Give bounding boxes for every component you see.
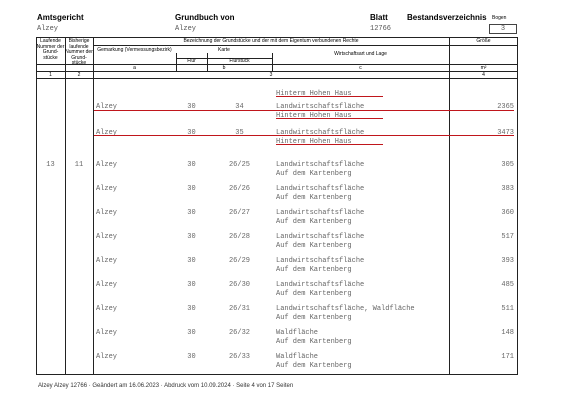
table-cell-gemarkung: Alzey <box>96 129 118 137</box>
table-cell-flur: 30 <box>187 233 196 241</box>
table-cell-flur: 30 <box>187 281 196 289</box>
table-cell-flur: 30 <box>187 129 196 137</box>
table-cell-flurstueck: 35 <box>235 129 244 137</box>
table-cell-lfd-nr: 13 <box>46 161 55 169</box>
table-cell-flur: 30 <box>187 305 196 313</box>
page-footer: Alzey Alzey 12766 · Geändert am 16.06.2023 · Abdruck vom 10.09.2024 · Seite 4 von 17 Seiten <box>38 383 294 389</box>
table-cell-flurstueck: 26/27 <box>228 209 250 217</box>
blatt-label: Blatt <box>370 13 388 22</box>
strike-line <box>276 118 383 119</box>
table-cell-wirtschaftsart: Landwirtschaftsfläche <box>276 161 365 169</box>
col-number-1: 1 <box>49 72 52 78</box>
col-header-flur: Flur <box>187 58 196 64</box>
table-cell-lage: Auf dem Kartenberg <box>276 362 352 370</box>
table-cell-bisherige: 11 <box>74 161 84 169</box>
table-cell-groesse: 393 <box>501 257 514 265</box>
table-cell-lage: Auf dem Kartenberg <box>276 338 352 346</box>
col-header-gemarkung: Gemarkung (Vermessungsbezirk) <box>97 47 172 53</box>
table-cell-wirtschaftsart: Landwirtschaftsfläche <box>276 185 365 193</box>
table-cell-lage: Hinterm Hohen Haus <box>276 112 352 120</box>
strike-line <box>94 135 514 136</box>
grundbuch-label: Grundbuch von <box>175 13 235 22</box>
bogen-label: Bogen <box>492 15 507 21</box>
table-cell-lage: Auf dem Kartenberg <box>276 170 352 178</box>
table-cell-flur: 30 <box>187 185 196 193</box>
table-cell-groesse: 517 <box>501 233 514 241</box>
col-header-groesse: Größe <box>476 38 491 44</box>
table-cell-gemarkung: Alzey <box>96 161 118 169</box>
table-cell-gemarkung: Alzey <box>96 353 118 361</box>
col-number-2: 2 <box>77 72 81 78</box>
table-cell-groesse: 148 <box>501 329 514 337</box>
table-cell-flurstueck: 26/26 <box>228 185 250 193</box>
table-cell-wirtschaftsart: Waldfläche <box>276 329 319 337</box>
table-cell-flurstueck: 26/30 <box>228 281 250 289</box>
blatt-value: 12766 <box>370 25 392 33</box>
table-cell-groesse: 511 <box>501 305 514 313</box>
table-cell-gemarkung: Alzey <box>96 281 118 289</box>
table-cell-gemarkung: Alzey <box>96 233 118 241</box>
table-cell-wirtschaftsart: Landwirtschaftsfläche <box>276 257 365 265</box>
table-cell-flurstueck: 26/33 <box>228 353 250 361</box>
table-cell-flur: 30 <box>187 353 196 361</box>
table-cell-wirtschaftsart: Landwirtschaftsfläche <box>276 103 365 111</box>
strike-line <box>94 110 514 111</box>
table-cell-lage: Auf dem Kartenberg <box>276 266 352 274</box>
strike-line <box>276 96 383 97</box>
row-divider <box>93 45 518 46</box>
table-cell-flurstueck: 26/29 <box>228 257 250 265</box>
col-header-flurstueck: Flurstück <box>229 58 250 64</box>
col-header-lfd-nr: Laufende Nummer der Grund- stücke <box>36 38 65 61</box>
table-cell-lage: Auf dem Kartenberg <box>276 314 352 322</box>
table-cell-groesse: 305 <box>501 161 514 169</box>
row-divider <box>36 64 518 65</box>
table-frame <box>36 37 518 375</box>
crossed-lage-above: Hinterm Hohen Haus <box>276 90 352 98</box>
col-sub-a: a <box>133 65 136 71</box>
table-cell-flurstueck: 26/25 <box>228 161 250 169</box>
table-cell-gemarkung: Alzey <box>96 305 118 313</box>
col-divider <box>93 37 94 375</box>
col-sub-c: c <box>359 65 362 71</box>
table-cell-flur: 30 <box>187 209 196 217</box>
table-cell-flur: 30 <box>187 161 196 169</box>
table-cell-wirtschaftsart: Landwirtschaftsfläche <box>276 233 365 241</box>
table-cell-flur: 30 <box>187 103 196 111</box>
table-cell-flurstueck: 26/32 <box>228 329 250 337</box>
table-cell-wirtschaftsart: Landwirtschaftsfläche, Waldfläche <box>276 305 415 313</box>
amtsgericht-label: Amtsgericht <box>37 13 84 22</box>
table-cell-gemarkung: Alzey <box>96 185 118 193</box>
table-cell-groesse: 485 <box>501 281 514 289</box>
table-cell-gemarkung: Alzey <box>96 103 118 111</box>
col-unit-m2: m² <box>480 65 487 71</box>
table-cell-wirtschaftsart: Waldfläche <box>276 353 319 361</box>
table-cell-flurstueck: 26/28 <box>228 233 250 241</box>
table-cell-groesse: 360 <box>501 209 514 217</box>
table-cell-lage: Hinterm Hohen Haus <box>276 138 352 146</box>
table-cell-wirtschaftsart: Landwirtschaftsfläche <box>276 281 365 289</box>
table-cell-gemarkung: Alzey <box>96 257 118 265</box>
col-divider <box>449 37 450 375</box>
table-cell-lage: Auf dem Kartenberg <box>276 242 352 250</box>
table-cell-lage: Auf dem Kartenberg <box>276 194 352 202</box>
col-divider <box>65 37 66 375</box>
table-cell-groesse: 383 <box>501 185 514 193</box>
amtsgericht-value: Alzey <box>37 25 59 33</box>
col-header-karte: Karte <box>218 47 230 53</box>
table-cell-lage: Auf dem Kartenberg <box>276 290 352 298</box>
grundbuch-value: Alzey <box>175 25 197 33</box>
col-header-bezeichnung: Bezeichnung der Grundstücke und der mit dem Eigentum verbundenen Rechte <box>183 38 359 44</box>
table-cell-groesse: 171 <box>501 353 514 361</box>
table-cell-lage: Auf dem Kartenberg <box>276 218 352 226</box>
col-number-3: 3 <box>269 72 273 78</box>
table-cell-flurstueck: 34 <box>235 103 244 111</box>
table-cell-flur: 30 <box>187 329 196 337</box>
table-cell-groesse: 3473 <box>497 129 514 137</box>
table-cell-wirtschaftsart: Landwirtschaftsfläche <box>276 129 365 137</box>
table-cell-flurstueck: 26/31 <box>228 305 250 313</box>
bestandsverzeichnis-label: Bestandsverzeichnis <box>407 13 487 22</box>
col-number-4: 4 <box>482 72 485 78</box>
table-cell-groesse: 2365 <box>497 103 514 111</box>
col-header-bisherige: Bisherige laufende Nummer der Grund- stücke <box>65 38 93 66</box>
table-cell-wirtschaftsart: Landwirtschaftsfläche <box>276 209 365 217</box>
col-header-wirtschaftsart: Wirtschaftsart und Lage <box>334 51 387 57</box>
table-cell-gemarkung: Alzey <box>96 329 118 337</box>
col-sub-b: b <box>222 65 226 71</box>
bogen-value: 3 <box>489 24 517 34</box>
table-cell-flur: 30 <box>187 257 196 265</box>
table-cell-gemarkung: Alzey <box>96 209 118 217</box>
strike-line <box>276 144 383 145</box>
